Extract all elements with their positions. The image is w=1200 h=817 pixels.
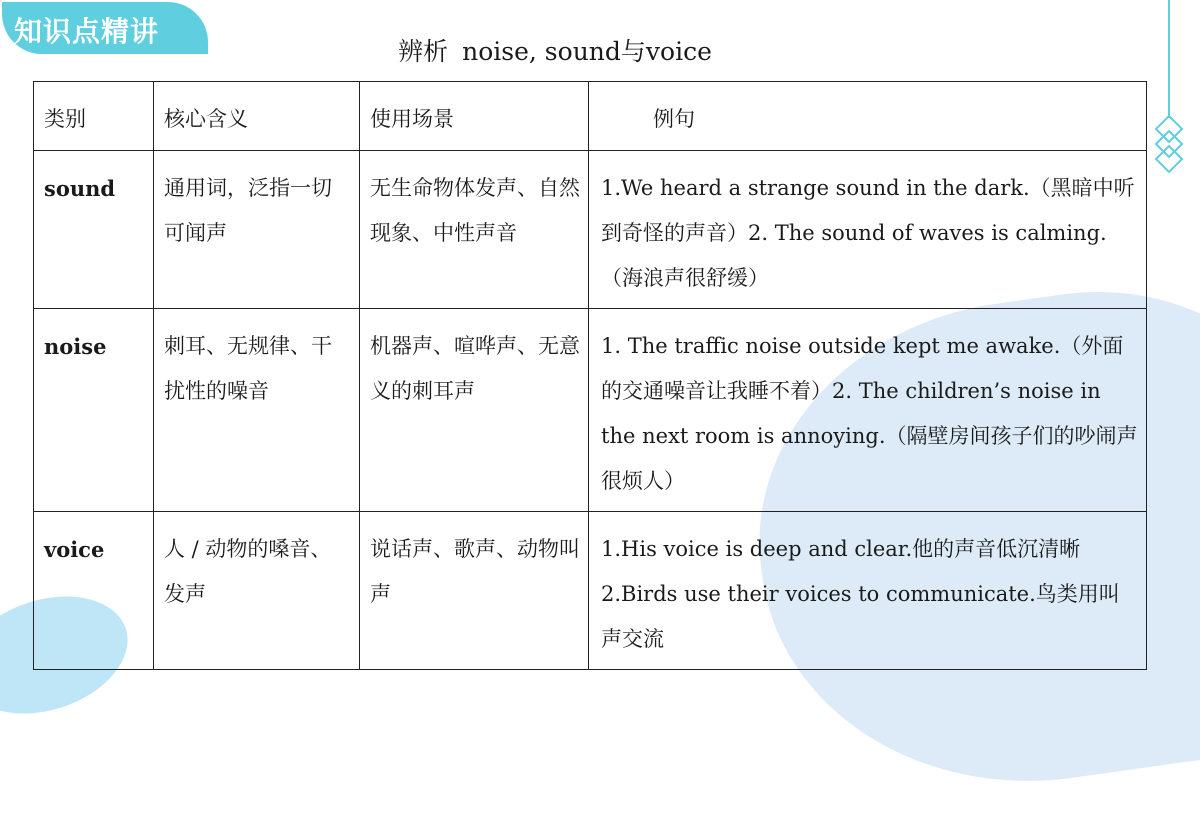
scene-cell: 机器声、喧哗声、无意义的刺耳声: [360, 309, 589, 512]
example-cell: 1. The traffic noise outside kept me awake.（外面的交通噪音让我睡不着）2. The children’s noise in the next room is annoying.（隔壁房间孩子们的吵闹声很烦人）: [589, 309, 1147, 512]
word-cell: noise: [34, 309, 154, 512]
header-cell-meaning: 核心含义: [154, 82, 360, 151]
meaning-cell: 刺耳、无规律、干扰性的噪音: [154, 309, 360, 512]
diamond-chain-icon: [1154, 114, 1184, 180]
decorative-line: [1168, 0, 1170, 118]
table-row: [34, 512, 1147, 670]
example-cell: 1.His voice is deep and clear.他的声音低沉清晰 2.Birds use their voices to communicate.鸟类用叫声交流: [589, 512, 1147, 670]
title-prefix: 辨析: [398, 37, 449, 66]
scene-cell: 无生命物体发声、自然现象、中性声音: [360, 151, 589, 309]
comparison-table: [33, 81, 1147, 670]
section-badge-label: 知识点精讲: [14, 15, 160, 48]
header-cell-scene: 使用场景: [360, 82, 589, 151]
word-cell: sound: [34, 151, 154, 309]
header-cell-example: 例句: [589, 82, 1147, 151]
title-words: noise, sound与voice: [462, 37, 712, 66]
example-cell: 1.We heard a strange sound in the dark.（黑暗中听到奇怪的声音）2. The sound of waves is calming.（海浪声很舒缓）: [589, 151, 1147, 309]
slide-title: [0, 32, 1110, 68]
meaning-cell: 人 / 动物的嗓音、发声: [154, 512, 360, 670]
header-cell-category: 类别: [34, 82, 154, 151]
table-row: [34, 151, 1147, 309]
table-header-row: [34, 82, 1147, 151]
meaning-cell: 通用词，泛指一切可闻声: [154, 151, 360, 309]
table-row: [34, 309, 1147, 512]
scene-cell: 说话声、歌声、动物叫声: [360, 512, 589, 670]
word-cell: voice: [34, 512, 154, 670]
